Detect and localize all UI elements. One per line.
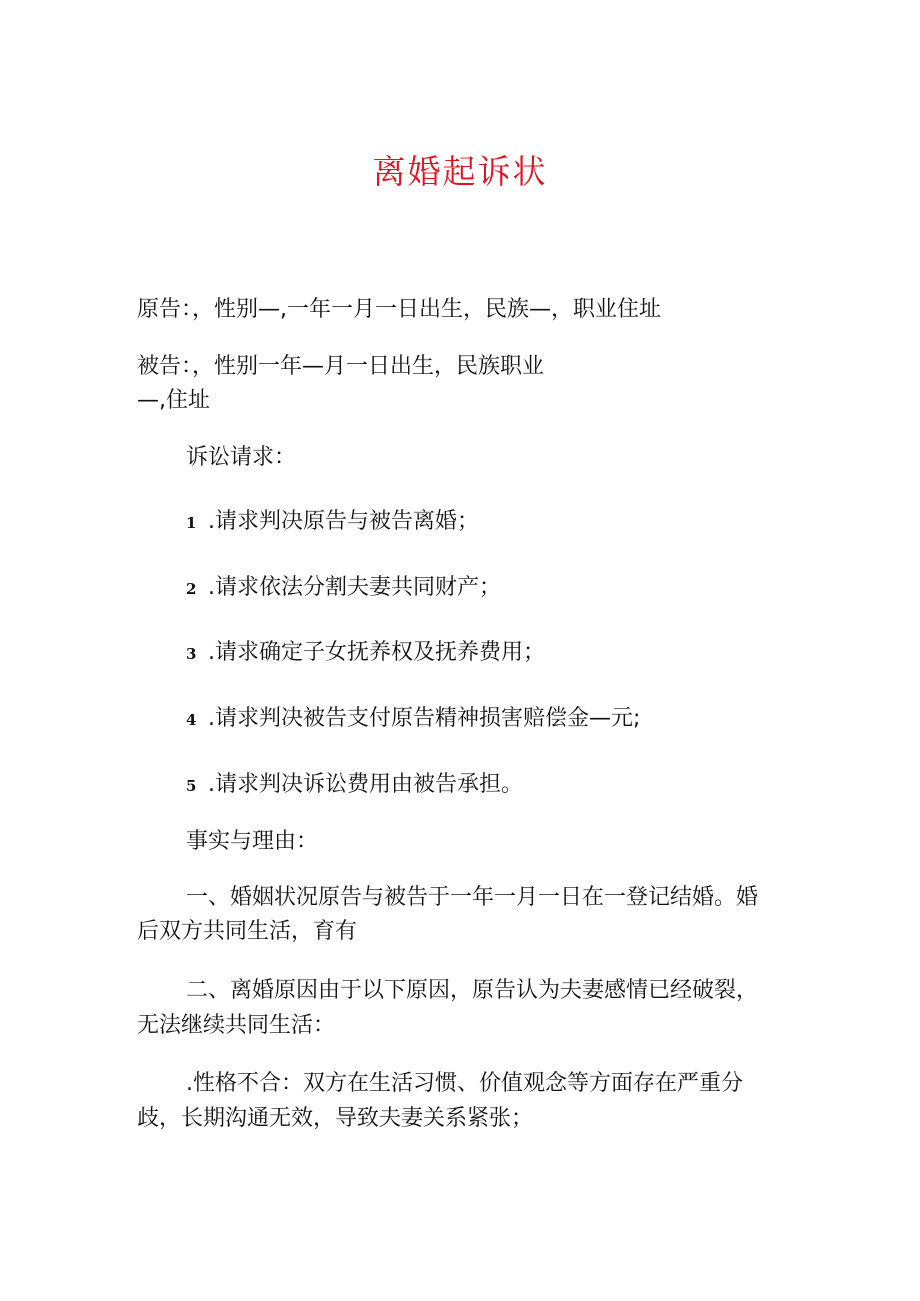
- claim-number: 1: [186, 514, 197, 532]
- claim-number: 5: [186, 777, 197, 795]
- paragraph-personality-line2: 歧，长期沟通无效，导致夫妻关系紧张；: [137, 1106, 534, 1131]
- paragraph-marital-status-line2: 后双方共同生活，育有: [137, 919, 358, 944]
- facts-heading: 事实与理由：: [186, 829, 319, 854]
- claim-text: .请求判决被告支付原告精神损害赔偿金—元;: [208, 706, 641, 731]
- defendant-info-line2: —,住址: [137, 388, 210, 413]
- claim-number: 3: [186, 645, 197, 663]
- claim-item-5: [186, 771, 523, 800]
- claims-heading: 诉讼请求：: [186, 445, 297, 470]
- paragraph-divorce-reason-line2: 无法继续共同生活：: [137, 1013, 336, 1038]
- claim-item-2: [186, 574, 501, 603]
- plaintiff-info: 原告：，性别—,一年一月一日出生，民族—，职业住址: [137, 297, 661, 322]
- claim-text: .请求判决原告与被告离婚；: [208, 509, 479, 534]
- paragraph-divorce-reason-line1: 二、离婚原因由于以下原因，原告认为夫妻感情已经破裂，: [186, 978, 759, 1003]
- paragraph-personality-line1: .性格不合：双方在生活习惯、价值观念等方面存在严重分: [186, 1071, 743, 1096]
- paragraph-marital-status-line1: 一、婚姻状况原告与被告于一年一月一日在一登记结婚。婚: [186, 885, 759, 910]
- claim-text: .请求依法分割夫妻共同财产；: [208, 575, 501, 600]
- claim-item-4: [186, 705, 640, 734]
- claim-item-3: [186, 639, 545, 668]
- claim-text: .请求确定子女抚养权及抚养费用；: [208, 640, 545, 665]
- document-title: 离婚起诉状: [372, 152, 548, 191]
- claim-number: 4: [186, 711, 197, 729]
- claim-number: 2: [186, 580, 197, 598]
- defendant-info-line1: 被告：，性别一年—月一日出生，民族职业: [137, 354, 545, 379]
- claim-item-1: [186, 508, 479, 537]
- claim-text: .请求判决诉讼费用由被告承担。: [208, 772, 523, 797]
